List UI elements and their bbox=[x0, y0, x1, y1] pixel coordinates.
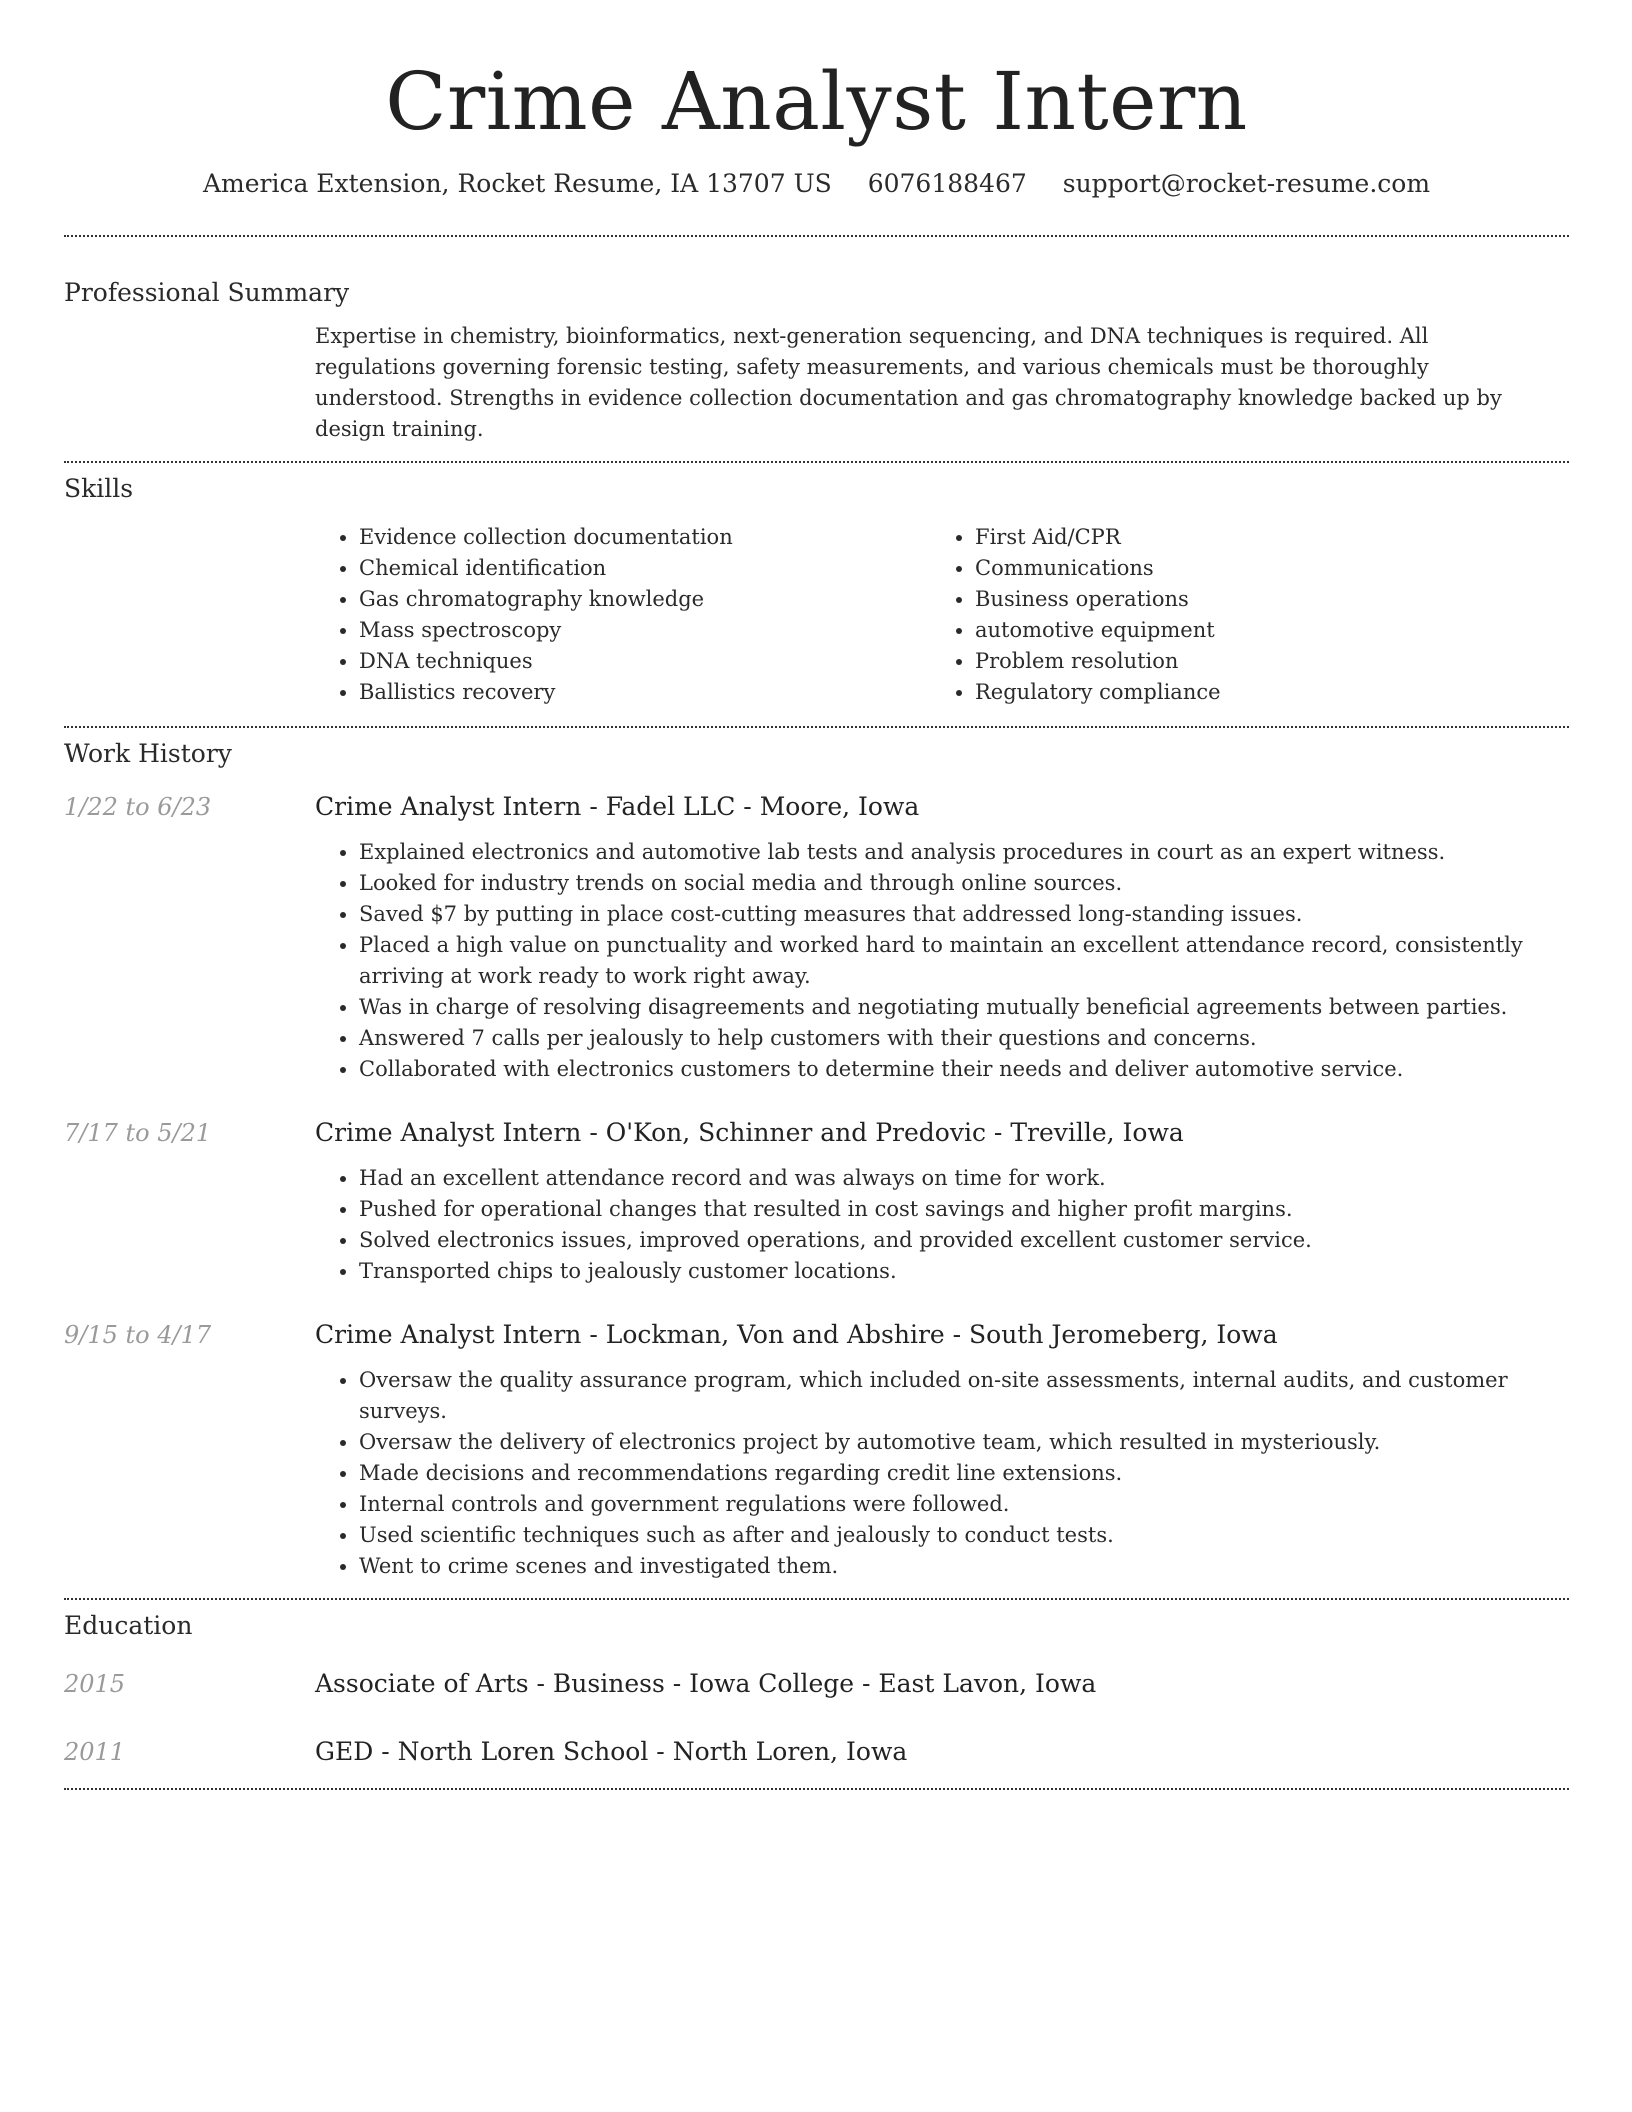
education-year: 2015 bbox=[64, 1670, 126, 1698]
job-entry bbox=[64, 1117, 1569, 1287]
job-header bbox=[64, 1319, 1569, 1351]
divider bbox=[64, 461, 1569, 463]
education-entry bbox=[64, 1736, 1569, 1768]
resume-page bbox=[64, 0, 1569, 1790]
job-bullet: • Used scientific techniques such as after and jealously to conduct tests. bbox=[359, 1520, 1569, 1551]
job-bullet: • Transported chips to jealously customer locations. bbox=[359, 1256, 1569, 1287]
skills-column-left bbox=[315, 522, 931, 708]
job-entry bbox=[64, 1319, 1569, 1582]
contact-phone: 6076188467 bbox=[867, 169, 1027, 198]
job-bullets bbox=[315, 1163, 1569, 1287]
education-heading: Associate of Arts - Business - Iowa College - East Lavon, Iowa bbox=[315, 1669, 1097, 1698]
job-bullet: • Saved $7 by putting in place cost-cutting measures that addressed long-standing issues. bbox=[359, 899, 1569, 930]
divider bbox=[64, 1598, 1569, 1600]
job-bullet: • Looked for industry trends on social media and through online sources. bbox=[359, 868, 1569, 899]
section-title-summary: Professional Summary bbox=[64, 278, 350, 307]
job-bullet: • Collaborated with electronics customers to determine their needs and deliver automotive service. bbox=[359, 1054, 1569, 1085]
skill-item: • Problem resolution bbox=[975, 646, 1531, 677]
job-bullet: • Went to crime scenes and investigated them. bbox=[359, 1551, 1569, 1582]
job-bullet: • Explained electronics and automotive lab tests and analysis procedures in court as an expert witness. bbox=[359, 837, 1569, 868]
job-bullet: • Solved electronics issues, improved operations, and provided excellent customer service. bbox=[359, 1225, 1569, 1256]
skill-item: • Gas chromatography knowledge bbox=[359, 584, 931, 615]
job-bullet: • Oversaw the delivery of electronics project by automotive team, which resulted in mysteriously. bbox=[359, 1427, 1569, 1458]
skills-list bbox=[315, 522, 1569, 708]
contact-email: support@rocket-resume.com bbox=[1062, 169, 1431, 198]
job-dates: 1/22 to 6/23 bbox=[64, 793, 212, 821]
job-bullet: • Placed a high value on punctuality and worked hard to maintain an excellent attendance record, consistently arriving at work ready to work right away. bbox=[359, 930, 1569, 992]
job-bullet: • Had an excellent attendance record and was always on time for work. bbox=[359, 1163, 1569, 1194]
job-bullet: • Internal controls and government regulations were followed. bbox=[359, 1489, 1569, 1520]
skill-item: • First Aid/CPR bbox=[975, 522, 1531, 553]
job-heading: Crime Analyst Intern - O'Kon, Schinner and Predovic - Treville, Iowa bbox=[315, 1118, 1184, 1147]
job-bullets bbox=[315, 837, 1569, 1085]
skill-item: • Mass spectroscopy bbox=[359, 615, 931, 646]
job-heading: Crime Analyst Intern - Lockman, Von and Abshire - South Jeromeberg, Iowa bbox=[315, 1320, 1278, 1349]
divider bbox=[64, 235, 1569, 237]
job-header bbox=[64, 791, 1569, 823]
skill-item: • Regulatory compliance bbox=[975, 677, 1531, 708]
education-heading: GED - North Loren School - North Loren, Iowa bbox=[315, 1737, 908, 1766]
contact-line bbox=[64, 168, 1569, 200]
job-bullet: • Answered 7 calls per jealously to help customers with their questions and concerns. bbox=[359, 1023, 1569, 1054]
skill-item: • Business operations bbox=[975, 584, 1531, 615]
skill-item: • DNA techniques bbox=[359, 646, 931, 677]
job-dates: 7/17 to 5/21 bbox=[64, 1119, 212, 1147]
skill-item: • automotive equipment bbox=[975, 615, 1531, 646]
skills-column-right bbox=[931, 522, 1531, 708]
divider bbox=[64, 1788, 1569, 1790]
resume-name: Crime Analyst Intern bbox=[385, 55, 1248, 148]
divider bbox=[64, 726, 1569, 728]
education-year: 2011 bbox=[64, 1738, 126, 1766]
skill-item: • Chemical identification bbox=[359, 553, 931, 584]
job-heading: Crime Analyst Intern - Fadel LLC - Moore, Iowa bbox=[315, 792, 920, 821]
section-title-education: Education bbox=[64, 1611, 193, 1640]
job-bullets bbox=[315, 1365, 1569, 1582]
skill-item: • Communications bbox=[975, 553, 1531, 584]
summary-text: Expertise in chemistry, bioinformatics, next-generation sequencing, and DNA techniques is required. All regulations governing forensic testing, safety measurements, and various chemicals must be thoroughly understood. Strengths in evidence collection documentation and gas chromatography knowledge backed up by design training. bbox=[315, 324, 1502, 441]
job-bullet: • Oversaw the quality assurance program, which included on-site assessments, internal audits, and customer surveys. bbox=[359, 1365, 1569, 1427]
job-entry bbox=[64, 791, 1569, 1085]
contact-address: America Extension, Rocket Resume, IA 13707 US bbox=[202, 169, 832, 198]
skill-item: • Ballistics recovery bbox=[359, 677, 931, 708]
education-entry bbox=[64, 1668, 1569, 1700]
job-bullet: • Made decisions and recommendations regarding credit line extensions. bbox=[359, 1458, 1569, 1489]
section-title-skills: Skills bbox=[64, 474, 134, 503]
job-header bbox=[64, 1117, 1569, 1149]
job-bullet: • Was in charge of resolving disagreements and negotiating mutually beneficial agreements between parties. bbox=[359, 992, 1569, 1023]
job-bullet: • Pushed for operational changes that resulted in cost savings and higher profit margins. bbox=[359, 1194, 1569, 1225]
job-dates: 9/15 to 4/17 bbox=[64, 1321, 212, 1349]
skill-item: • Evidence collection documentation bbox=[359, 522, 931, 553]
section-title-work: Work History bbox=[64, 739, 232, 768]
